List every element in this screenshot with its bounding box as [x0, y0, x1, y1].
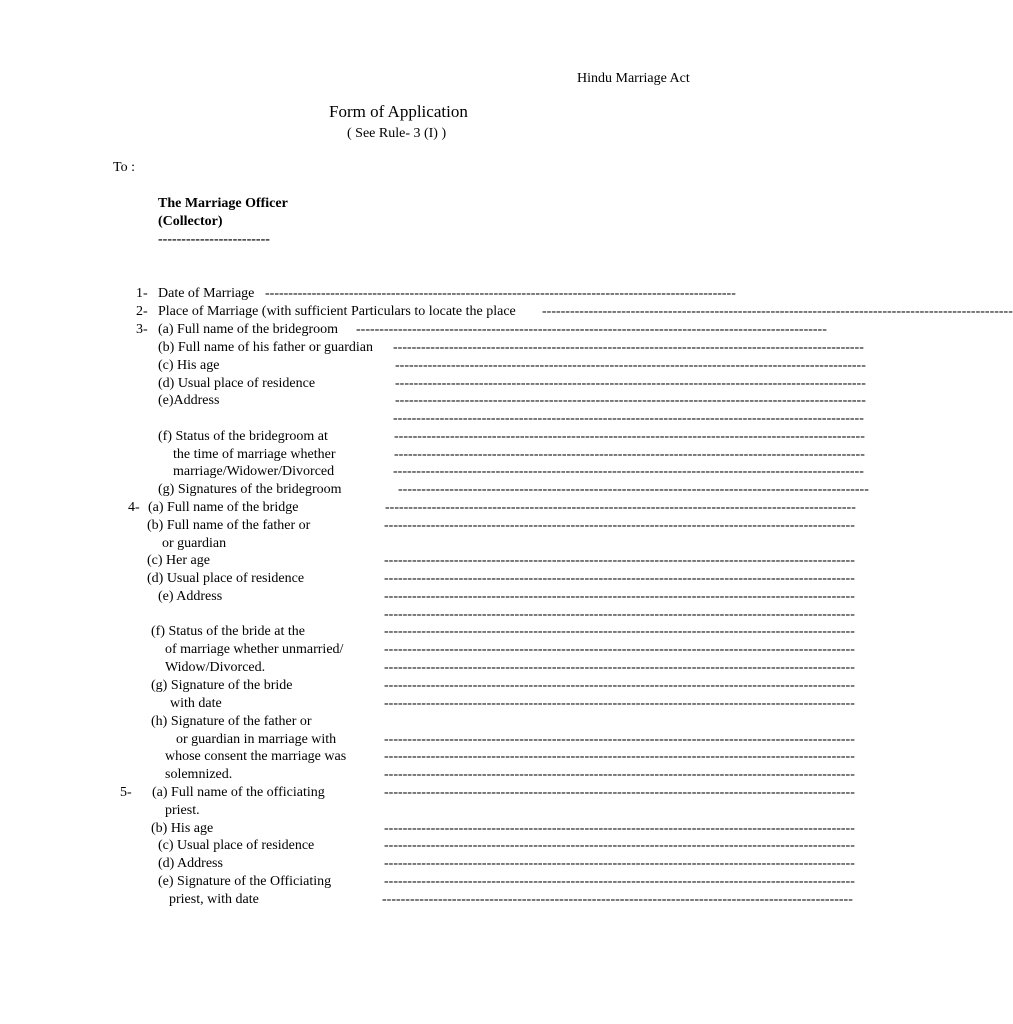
date-of-marriage-label: Date of Marriage: [158, 286, 255, 301]
bride-status-line-1: -----------------------------------------------------------------------------------------------------: [384, 624, 855, 639]
guardian-signature-line-2: -----------------------------------------------------------------------------------------------------: [384, 749, 855, 764]
guardian-signature-label-2: or guardian in marriage with: [176, 732, 337, 747]
groom-status-line-2: -----------------------------------------------------------------------------------------------------: [394, 447, 865, 462]
bride-status-label-3: Widow/Divorced.: [165, 660, 266, 675]
bride-father-label-1: (b) Full name of the father or: [147, 518, 311, 533]
bride-status-label-1: (f) Status of the bride at the: [151, 624, 305, 639]
rule-reference: ( See Rule- 3 (I) ): [347, 126, 447, 141]
bride-age-label: (c) Her age: [147, 553, 210, 568]
item-number-3: 3-: [136, 322, 148, 337]
groom-address-line-1: -----------------------------------------------------------------------------------------------------: [395, 393, 866, 408]
place-of-marriage-label: Place of Marriage (with sufficient Particulars to locate the place: [158, 304, 516, 319]
groom-status-line-3: -----------------------------------------------------------------------------------------------------: [393, 464, 864, 479]
bride-full-name-line: -----------------------------------------------------------------------------------------------------: [385, 500, 856, 515]
officer-collector: (Collector): [158, 214, 223, 229]
bride-father-label-2: or guardian: [162, 536, 227, 551]
groom-status-label-3: marriage/Widower/Divorced: [173, 464, 335, 479]
groom-status-label-2: the time of marriage whether: [173, 447, 336, 462]
groom-address-line-2: -----------------------------------------------------------------------------------------------------: [393, 411, 864, 426]
groom-signature-line: -----------------------------------------------------------------------------------------------------: [398, 482, 869, 497]
priest-signature-line-2: -----------------------------------------------------------------------------------------------------: [382, 892, 853, 907]
to-label: To :: [113, 160, 135, 175]
bride-status-line-3: -----------------------------------------------------------------------------------------------------: [384, 660, 855, 675]
bride-address-label: (e) Address: [158, 589, 223, 604]
bride-age-line: -----------------------------------------------------------------------------------------------------: [384, 553, 855, 568]
bride-signature-label-2: with date: [170, 696, 222, 711]
groom-signature-label: (g) Signatures of the bridegroom: [158, 482, 342, 497]
bride-status-line-2: -----------------------------------------------------------------------------------------------------: [384, 642, 855, 657]
act-name: Hindu Marriage Act: [577, 71, 690, 86]
bride-signature-label-1: (g) Signature of the bride: [151, 678, 293, 693]
bride-signature-line-2: -----------------------------------------------------------------------------------------------------: [384, 696, 855, 711]
item-number-4: 4-: [128, 500, 140, 515]
priest-residence-label: (c) Usual place of residence: [158, 838, 315, 853]
bride-status-label-2: of marriage whether unmarried/: [165, 642, 344, 657]
item-number-5: 5-: [120, 785, 132, 800]
groom-father-line: -----------------------------------------------------------------------------------------------------: [393, 340, 864, 355]
bride-full-name-label: (a) Full name of the bridge: [148, 500, 299, 515]
guardian-signature-label-4: solemnized.: [165, 767, 233, 782]
groom-age-label: (c) His age: [158, 358, 220, 373]
bride-residence-label: (d) Usual place of residence: [147, 571, 305, 586]
priest-signature-label-2: priest, with date: [169, 892, 259, 907]
guardian-signature-line-3: -----------------------------------------------------------------------------------------------------: [384, 767, 855, 782]
groom-status-label-1: (f) Status of the bridegroom at: [158, 429, 328, 444]
priest-signature-label-1: (e) Signature of the Officiating: [158, 874, 332, 889]
guardian-signature-line-1: -----------------------------------------------------------------------------------------------------: [384, 732, 855, 747]
priest-full-name-label-1: (a) Full name of the officiating: [152, 785, 325, 800]
bride-address-line-2: -----------------------------------------------------------------------------------------------------: [384, 607, 855, 622]
bride-address-line-1: -----------------------------------------------------------------------------------------------------: [384, 589, 855, 604]
groom-full-name-line: -----------------------------------------------------------------------------------------------------: [356, 322, 827, 337]
guardian-signature-label-3: whose consent the marriage was: [165, 749, 347, 764]
priest-age-line: -----------------------------------------------------------------------------------------------------: [384, 821, 855, 836]
bride-signature-line-1: -----------------------------------------------------------------------------------------------------: [384, 678, 855, 693]
bride-residence-line: -----------------------------------------------------------------------------------------------------: [384, 571, 855, 586]
priest-signature-line-1: -----------------------------------------------------------------------------------------------------: [384, 874, 855, 889]
groom-father-label: (b) Full name of his father or guardian: [158, 340, 373, 355]
groom-status-line-1: -----------------------------------------------------------------------------------------------------: [394, 429, 865, 444]
groom-residence-line: -----------------------------------------------------------------------------------------------------: [395, 376, 866, 391]
item-number-2: 2-: [136, 304, 148, 319]
priest-full-name-label-2: priest.: [165, 803, 200, 818]
priest-residence-line: -----------------------------------------------------------------------------------------------------: [384, 838, 855, 853]
form-title: Form of Application: [329, 102, 468, 121]
priest-full-name-line: -----------------------------------------------------------------------------------------------------: [384, 785, 855, 800]
groom-residence-label: (d) Usual place of residence: [158, 376, 316, 391]
groom-age-line: -----------------------------------------------------------------------------------------------------: [395, 358, 866, 373]
groom-address-label: (e)Address: [158, 393, 220, 408]
priest-address-line: -----------------------------------------------------------------------------------------------------: [384, 856, 855, 871]
groom-full-name-label: (a) Full name of the bridegroom: [158, 322, 339, 337]
officer-title: The Marriage Officer: [158, 196, 288, 211]
officer-underline: ------------------------: [158, 232, 270, 247]
priest-address-label: (d) Address: [158, 856, 223, 871]
guardian-signature-label-1: (h) Signature of the father or: [151, 714, 312, 729]
date-of-marriage-line: -----------------------------------------------------------------------------------------------------: [265, 286, 736, 301]
place-of-marriage-line: -----------------------------------------------------------------------------------------------------: [542, 304, 1013, 319]
priest-age-label: (b) His age: [151, 821, 214, 836]
bride-father-line: -----------------------------------------------------------------------------------------------------: [384, 518, 855, 533]
item-number-1: 1-: [136, 286, 148, 301]
